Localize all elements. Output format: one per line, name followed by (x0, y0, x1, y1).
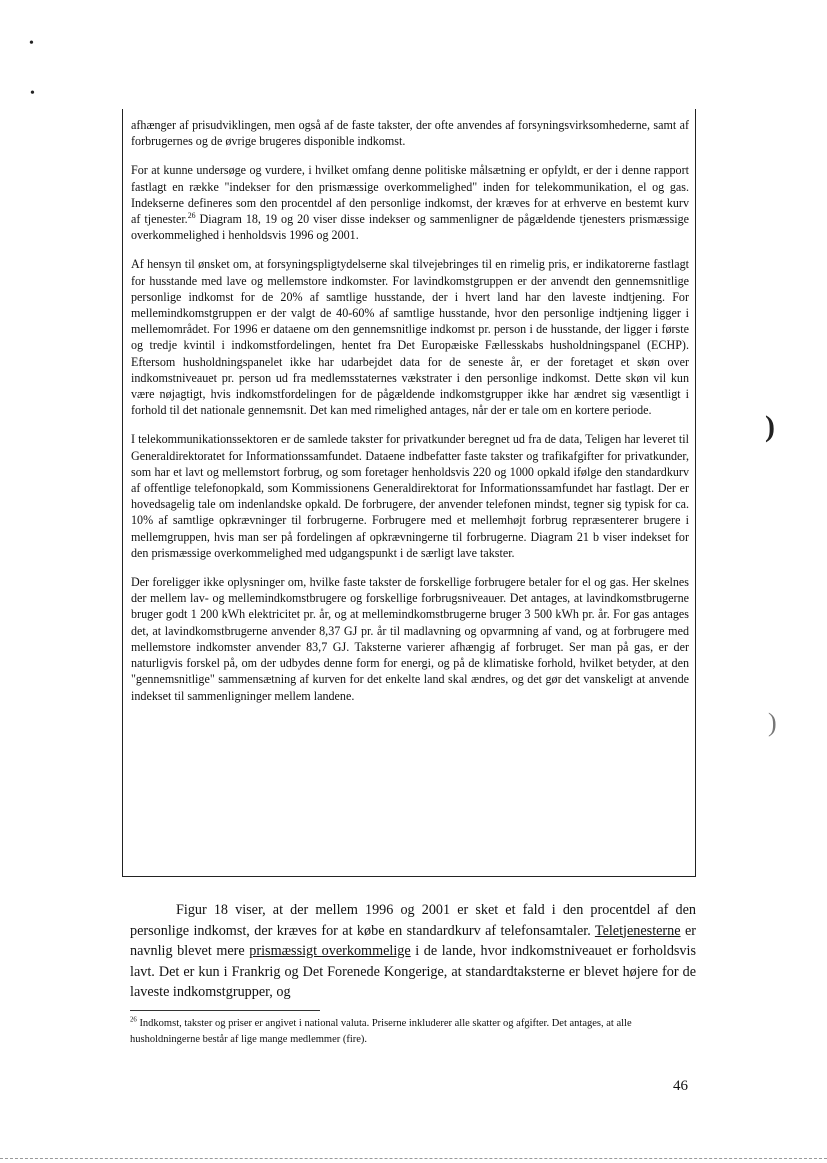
body-text-part: i de lande, hvor indkomstniveauet er forholdsvis lavt. Det er kun i Frankrig og Det Forenede Kongerige, at standardtaksterne er blevet højere for de laveste indkomstgrupper, og (130, 943, 696, 1000)
footnote-divider (130, 1010, 320, 1011)
footnote (130, 1016, 696, 1048)
body-text-part: Figur 18 viser, at der mellem 1996 og 2001 er sket et fald i den procentdel af den personlige indkomst, der kræves for at købe en standardkurv af telefonsamtaler. (130, 902, 696, 939)
boxed-text-section (122, 109, 696, 877)
footnote-text: Indkomst, takster og priser er angivet i national valuta. Priserne inkluderer alle skatter og afgifter. Det antages, at alle husholdningerne består af lige mange medlemmer (fire). (130, 1018, 632, 1045)
body-text-part: er navnlig blevet mere (130, 922, 696, 959)
footnote-number: 26 (130, 1016, 137, 1024)
underlined-term: prismæssigt overkommelige (249, 943, 411, 959)
underlined-term: Teletjenesterne (594, 922, 681, 939)
box-paragraph-3: Af hensyn til ønsket om, at forsyningspligtydelserne skal tilvejebringes til en rimelig pris, er indikatorerne fastlagt for husstande med lave og mellemstore indkomster. For lavindkomstgruppen er der anvendt den gennemsnitlige personlige indkomst for de 20% af samtlige husstande, der i hvert land har den laveste indtjening. For mellemindkomstgruppen er der valgt de 40-60% af samtlige husstande, hvor den personlige indtjening ligger i mellemområdet. For 1996 er dataene om den gennemsnitlige indkomst pr. person i de husstande, der ligger i første og tredje kvintil i indkomstfordelingen, hentet fra Det Europæiske Fællesskabs husholdningspanel (ECHP). Eftersom husholdningspanelet ikke har udarbejdet data for de seneste år, er der foretaget et skøn over indkomstniveauet pr. person ud fra medlemsstaternes vækstrater i den personlige indkomst. Dette skøn vil kun være nøjagtigt, hvis indkomstfordelingen for de pågældende indkomstgrupper ikke har ændret sig væsentligt i forhold til det nationale gennemsnit. Det kan med rimelighed antages, når der er tale om en kortere periode. (131, 257, 689, 418)
box-paragraph-1: afhænger af prisudviklingen, men også af de faste takster, der ofte anvendes af forsyningsvirksomhederne, samt af forbrugernes og de øvrige brugeres disponible indkomst. (131, 118, 689, 149)
scan-margin-mark: ) (765, 410, 775, 443)
box-paragraph-4: I telekommunikationssektoren er de samlede takster for privatkunder beregnet ud fra de data, Teligen har leveret til Generaldirektoratet for Informationssamfundet. Dataene indbefatter faste takster og trafikafgifter for privatkunder, som har et lavt og mellemstort forbrug, og som foretager henholdsvis 220 og 1000 opkald ifølge den standardkurv af offentlige telefonopkald, som Kommissionens Generaldirektorat for Informationssamfundet har fastlagt. Der er hovedsagelig tale om indenlandske opkald. De forbrugere, der anvender telefonen mindst, tegner sig typisk for ca. 10% af samtlige opkrævninger til forbrugerne. Forbrugere med et mellemhøjt forbrug repræsenterer brugere i mellemgruppen, hvis man ser på fordelingen af opkrævningerne til forbrugerne. Diagram 21 b viser indekset for den prismæssige overkommelighed med udgangspunkt i de særligt lave takster. (131, 432, 689, 560)
scan-margin-mark: ) (768, 708, 777, 737)
scan-edge-line (0, 1158, 827, 1159)
box-paragraph-2-text: For at kunne undersøge og vurdere, i hvilket omfang denne politiske målsætning er opfyldt, er der i denne rapport fastlagt en række "indekser for den prismæssige overkommelighed" inden for telekommunikation, el og gas. Indekserne defineres som den procentdel af den personlige indkomst, der kræves for at erhverve en bestemt kurv af tjenester. (131, 163, 689, 227)
box-paragraph-2-text-cont: Diagram 18, 19 og 20 viser disse indekser og sammenligner de pågældende tjenesters prismæssige overkommelighed i henholdsvis 1996 og 2001. (131, 212, 689, 243)
scan-dot-mark: • (29, 36, 34, 51)
page-number: 46 (673, 1078, 688, 1094)
footnote-reference[interactable]: 26 (187, 210, 196, 220)
box-paragraph-2 (131, 162, 689, 243)
body-paragraph (130, 900, 696, 1003)
scan-dot-mark: • (30, 86, 35, 101)
box-paragraph-5: Der foreligger ikke oplysninger om, hvilke faste takster de forskellige forbrugere betaler for el og gas. Her skelnes der mellem lav- og mellemindkomstbrugere og forskellige forbrugsniveauer. Det antages, at lavindkomstbrugerne bruger godt 1 200 kWh elektricitet pr. år, og at mellemindkomstbrugerne bruger 3 500 kWh pr. år. For gas antages det, at lavindkomstbrugerne anvender 8,37 GJ pr. år til madlavning og opvarmning af vand, og at forbrugere med mellemstore indkomster anvender 83,7 GJ. Taksterne varierer afhængig af forbruget. Ser man på gas, er der naturligvis forskel på, om der udbydes denne form for energi, og på de klimatiske forhold, hvilket betyder, at den "gennemsnitlige" sammensætning af kurven for det enkelte land skal ændres, og det gør det vanskeligt at anvende indekset til sammenligninger mellem landene. (131, 575, 689, 703)
